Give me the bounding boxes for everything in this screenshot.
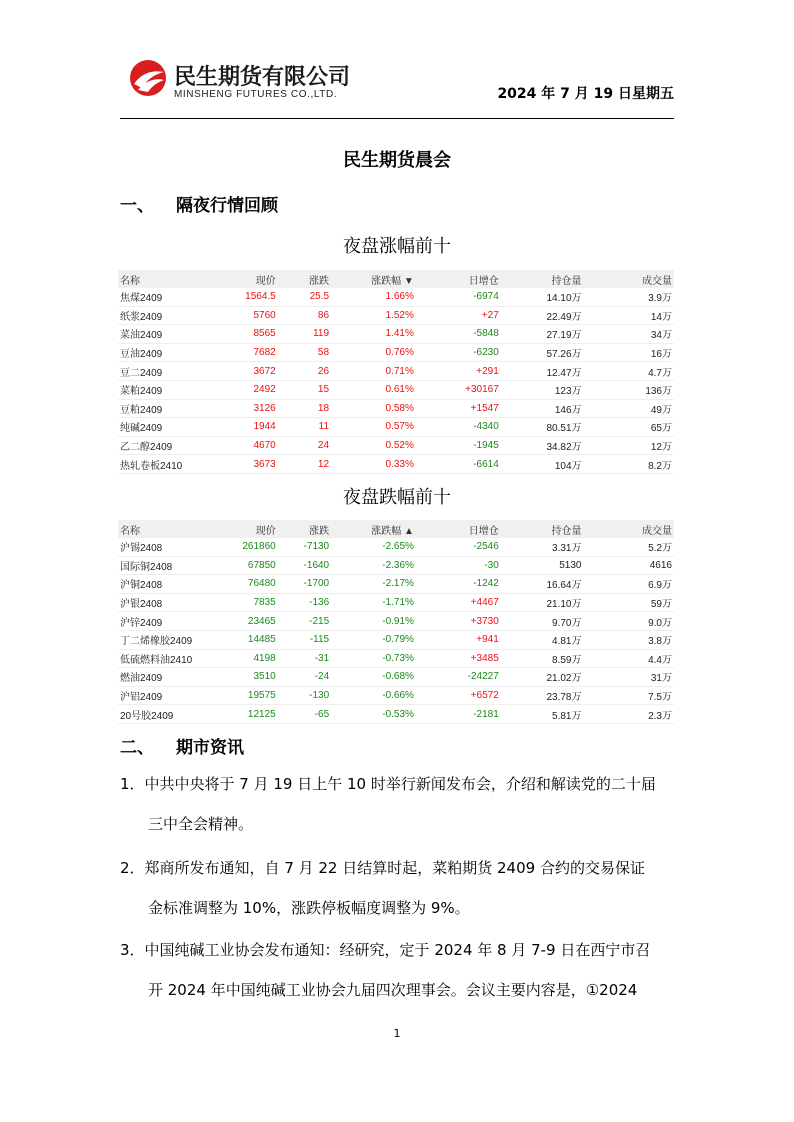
table-cell: 104万: [501, 455, 584, 474]
table-cell: 0.52%: [331, 436, 416, 455]
section-heading-news: [120, 733, 244, 758]
table-cell: -5848: [416, 325, 501, 344]
table-cell: -130: [278, 686, 331, 705]
table-cell: 65万: [584, 418, 674, 437]
news-item-1: [120, 764, 676, 844]
table-cell: 123万: [501, 380, 584, 399]
section-heading-review: [120, 191, 278, 216]
table-cell: -2181: [416, 705, 501, 724]
table-cell: 豆二2409: [118, 362, 224, 381]
table-night-losers: [118, 520, 674, 724]
news-item-3: [120, 930, 676, 1010]
table-row[interactable]: [118, 455, 674, 474]
table-cell: -6974: [416, 288, 501, 306]
table-cell: 14485: [224, 630, 278, 649]
table-cell: 0.61%: [331, 380, 416, 399]
table-cell: 0.58%: [331, 399, 416, 418]
column-header[interactable]: 持仓量: [501, 520, 584, 538]
table-cell: 86: [278, 306, 331, 325]
table-row[interactable]: [118, 343, 674, 362]
table-cell: 6.9万: [583, 575, 674, 594]
table-cell: +3730: [416, 612, 501, 631]
table-cell: 261860: [224, 538, 278, 556]
table-row[interactable]: [118, 436, 674, 455]
table-cell: 8.2万: [584, 455, 674, 474]
table-cell: 1944: [224, 418, 278, 437]
company-name-en: MINSHENG FUTURES CO.,LTD.: [174, 89, 338, 100]
table-cell: 0.76%: [331, 343, 416, 362]
table-cell: 3.31万: [501, 538, 584, 556]
table-header-row: [118, 520, 674, 538]
table-row[interactable]: [118, 705, 674, 724]
table-cell: -0.79%: [331, 630, 416, 649]
table-cell: 5760: [224, 306, 278, 325]
page-number: 1: [393, 1027, 401, 1040]
table-cell: 136万: [584, 380, 674, 399]
table-cell: 9.0万: [583, 612, 674, 631]
table-cell: 8565: [224, 325, 278, 344]
table-cell: -65: [278, 705, 331, 724]
table-cell: +3485: [416, 649, 501, 668]
table-cell: 12.47万: [501, 362, 584, 381]
table-cell: 11: [278, 418, 331, 437]
table-up-title: 夜盘涨幅前十: [343, 236, 451, 257]
table-cell: 2.3万: [583, 705, 674, 724]
table-cell: 低硫燃料油2410: [118, 649, 224, 668]
table-header-row: [118, 270, 674, 288]
table-cell: 燃油2409: [118, 668, 224, 687]
news-text: 开 2024 年中国纯碱工业协会九届四次理事会。会议主要内容是，①2024: [148, 981, 638, 999]
table-cell: 59万: [583, 593, 674, 612]
table-cell: 20号胶2409: [118, 705, 224, 724]
table-row[interactable]: [118, 380, 674, 399]
table-cell: 7.5万: [583, 686, 674, 705]
table-cell: 3.8万: [583, 630, 674, 649]
table-cell: 1564.5: [224, 288, 278, 306]
table-cell: 19575: [224, 686, 278, 705]
news-text: 三中全会精神。: [148, 815, 254, 833]
table-cell: 12万: [584, 436, 674, 455]
table-cell: 5.2万: [583, 538, 674, 556]
news-item-2: [120, 848, 676, 928]
table-row[interactable]: [118, 630, 674, 649]
table-cell: 3126: [224, 399, 278, 418]
table-cell: 57.26万: [501, 343, 584, 362]
column-header[interactable]: 涨跌: [278, 270, 331, 288]
table-cell: 8.59万: [501, 649, 584, 668]
table-cell: 7682: [224, 343, 278, 362]
table-cell: -136: [278, 593, 331, 612]
table-cell: 3510: [224, 668, 278, 687]
column-header[interactable]: 日增仓: [416, 520, 501, 538]
table-cell: -2546: [416, 538, 501, 556]
table-cell: 23.78万: [501, 686, 584, 705]
table-cell: 49万: [584, 399, 674, 418]
table-row[interactable]: [118, 575, 674, 594]
table-cell: 豆油2409: [118, 343, 224, 362]
table-cell: 沪锌2409: [118, 612, 224, 631]
table-cell: -0.66%: [331, 686, 416, 705]
column-header[interactable]: 日增仓: [416, 270, 501, 288]
table-cell: 21.10万: [501, 593, 584, 612]
table-cell: +30167: [416, 380, 501, 399]
table-cell: 沪铜2408: [118, 575, 224, 594]
table-cell: -2.65%: [331, 538, 416, 556]
table-row[interactable]: [118, 418, 674, 437]
table-row[interactable]: [118, 306, 674, 325]
table-cell: -31: [278, 649, 331, 668]
table-cell: 乙二醇2409: [118, 436, 224, 455]
table-cell: 4.7万: [584, 362, 674, 381]
table-cell: 34.82万: [501, 436, 584, 455]
table-cell: 26: [278, 362, 331, 381]
table-cell: -1242: [416, 575, 501, 594]
table-cell: 沪银2408: [118, 593, 224, 612]
table-cell: 4670: [224, 436, 278, 455]
table-cell: 12125: [224, 705, 278, 724]
news-text: 1．中共中央将于 7 月 19 日上午 10 时举行新闻发布会，介绍和解读党的二十届: [120, 775, 656, 793]
table-cell: 4198: [224, 649, 278, 668]
table-cell: 76480: [224, 575, 278, 594]
table-cell: -0.53%: [331, 705, 416, 724]
news-text: 2．郑商所发布通知，自 7 月 22 日结算时起，菜粕期货 2409 合约的交易保证: [120, 859, 645, 877]
table-cell: -115: [278, 630, 331, 649]
table-cell: 18: [278, 399, 331, 418]
table-cell: -2.17%: [331, 575, 416, 594]
table-cell: +4467: [416, 593, 501, 612]
table-cell: -4340: [416, 418, 501, 437]
page-title: 民生期货晨会: [343, 150, 451, 171]
column-header[interactable]: 现价: [224, 520, 278, 538]
table-cell: 21.02万: [501, 668, 584, 687]
table-row[interactable]: [118, 593, 674, 612]
table-cell: 3672: [224, 362, 278, 381]
table-cell: -0.68%: [331, 668, 416, 687]
table-cell: 23465: [224, 612, 278, 631]
table-cell: +941: [416, 630, 501, 649]
table-cell: 24: [278, 436, 331, 455]
table-down-title: 夜盘跌幅前十: [343, 487, 451, 508]
section-number: 一、: [120, 196, 154, 216]
table-row[interactable]: [118, 538, 674, 556]
column-header[interactable]: 涨跌幅 ▲: [331, 520, 416, 538]
company-logo: [128, 58, 368, 104]
table-cell: 12: [278, 455, 331, 474]
table-cell: 焦煤2409: [118, 288, 224, 306]
logo-emblem-icon: [128, 58, 168, 98]
table-cell: 4616: [583, 556, 674, 575]
column-header[interactable]: 成交量: [583, 520, 674, 538]
table-cell: 1.41%: [331, 325, 416, 344]
table-row[interactable]: [118, 668, 674, 687]
table-cell: -1945: [416, 436, 501, 455]
table-cell: +27: [416, 306, 501, 325]
table-cell: 热轧卷板2410: [118, 455, 224, 474]
table-row[interactable]: [118, 686, 674, 705]
table-cell: +291: [416, 362, 501, 381]
table-cell: 0.57%: [331, 418, 416, 437]
table-cell: 80.51万: [501, 418, 584, 437]
table-cell: 国际铜2408: [118, 556, 224, 575]
table-cell: 丁二烯橡胶2409: [118, 630, 224, 649]
table-cell: -1640: [278, 556, 331, 575]
news-text: 金标准调整为 10%，涨跌停板幅度调整为 9%。: [148, 899, 470, 917]
table-cell: -30: [416, 556, 501, 575]
table-row[interactable]: [118, 612, 674, 631]
table-cell: 豆粕2409: [118, 399, 224, 418]
table-cell: 3.9万: [584, 288, 674, 306]
table-cell: 27.19万: [501, 325, 584, 344]
table-cell: 沪锡2408: [118, 538, 224, 556]
table-row[interactable]: [118, 399, 674, 418]
table-cell: +6572: [416, 686, 501, 705]
table-cell: 7835: [224, 593, 278, 612]
table-cell: 31万: [583, 668, 674, 687]
table-cell: 0.33%: [331, 455, 416, 474]
table-cell: 4.4万: [583, 649, 674, 668]
table-cell: +1547: [416, 399, 501, 418]
table-cell: 1.66%: [331, 288, 416, 306]
table-cell: 14.10万: [501, 288, 584, 306]
table-cell: -1.71%: [331, 593, 416, 612]
table-cell: 纸浆2409: [118, 306, 224, 325]
table-cell: 58: [278, 343, 331, 362]
table-cell: 菜油2409: [118, 325, 224, 344]
section-title: 期市资讯: [176, 738, 244, 758]
table-cell: 16.64万: [501, 575, 584, 594]
table-cell: 22.49万: [501, 306, 584, 325]
table-cell: -24227: [416, 668, 501, 687]
table-row[interactable]: [118, 362, 674, 381]
table-cell: 5130: [501, 556, 584, 575]
table-cell: -2.36%: [331, 556, 416, 575]
column-header[interactable]: 成交量: [584, 270, 674, 288]
table-cell: 纯碱2409: [118, 418, 224, 437]
column-header[interactable]: 名称: [118, 270, 224, 288]
table-row[interactable]: [118, 325, 674, 344]
section-number: 二、: [120, 738, 154, 758]
table-cell: -6230: [416, 343, 501, 362]
table-row[interactable]: [118, 649, 674, 668]
table-cell: 1.52%: [331, 306, 416, 325]
table-row[interactable]: [118, 556, 674, 575]
table-cell: -0.73%: [331, 649, 416, 668]
news-text: 3．中国纯碱工业协会发布通知：经研究，定于 2024 年 8 月 7-9 日在西宁市召: [120, 941, 651, 959]
table-cell: 34万: [584, 325, 674, 344]
table-cell: -215: [278, 612, 331, 631]
page-header: [120, 52, 674, 119]
table-cell: 146万: [501, 399, 584, 418]
table-cell: -0.91%: [331, 612, 416, 631]
company-name-cn: 民生期货有限公司: [174, 65, 351, 90]
table-cell: 2492: [224, 380, 278, 399]
table-cell: 9.70万: [501, 612, 584, 631]
table-cell: 67850: [224, 556, 278, 575]
table-cell: 4.81万: [501, 630, 584, 649]
table-night-gainers: [118, 270, 674, 474]
column-header[interactable]: 名称: [118, 520, 224, 538]
table-cell: 菜粕2409: [118, 380, 224, 399]
table-cell: -6614: [416, 455, 501, 474]
column-header[interactable]: 涨跌幅 ▼: [331, 270, 416, 288]
table-cell: 119: [278, 325, 331, 344]
table-cell: 16万: [584, 343, 674, 362]
table-cell: 5.81万: [501, 705, 584, 724]
table-cell: 3673: [224, 455, 278, 474]
table-cell: -24: [278, 668, 331, 687]
table-cell: -1700: [278, 575, 331, 594]
table-cell: 沪铝2409: [118, 686, 224, 705]
column-header[interactable]: 现价: [224, 270, 278, 288]
column-header[interactable]: 涨跌: [278, 520, 331, 538]
column-header[interactable]: 持仓量: [501, 270, 584, 288]
table-cell: -7130: [278, 538, 331, 556]
section-title: 隔夜行情回顾: [176, 196, 278, 216]
report-date: 2024 年 7 月 19 日星期五: [497, 86, 674, 102]
table-cell: 14万: [584, 306, 674, 325]
table-cell: 25.5: [278, 288, 331, 306]
table-cell: 15: [278, 380, 331, 399]
table-row[interactable]: [118, 288, 674, 306]
table-cell: 0.71%: [331, 362, 416, 381]
